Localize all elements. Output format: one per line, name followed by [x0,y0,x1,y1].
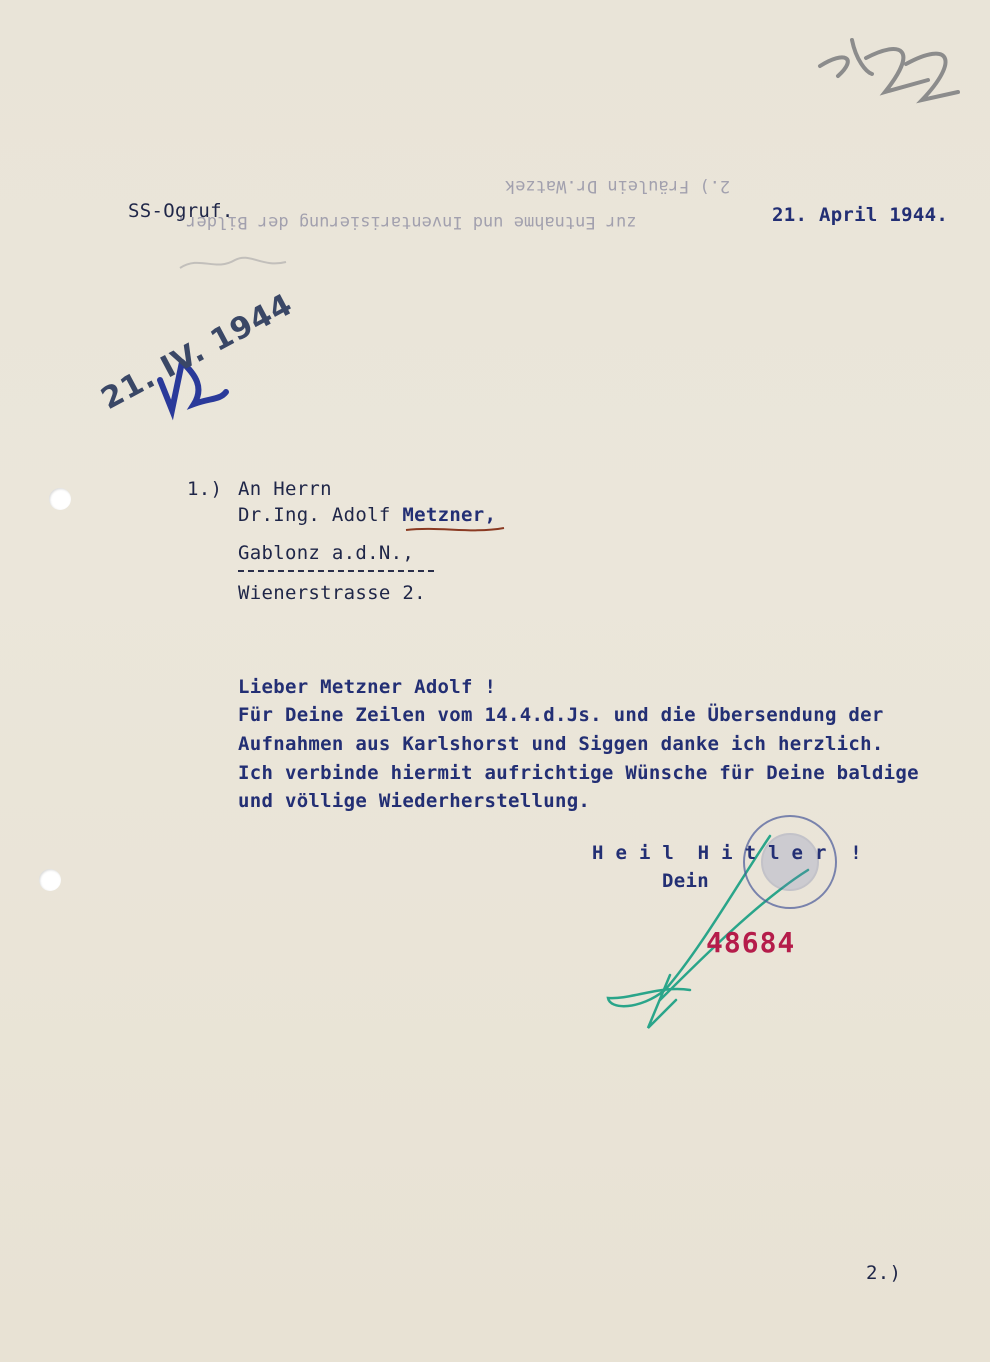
handwritten-folio-mark [820,40,958,100]
reverse-note-line1: 2.) Fräulein Dr.Watzek [505,176,731,196]
scan-edge-bottom [0,1362,1000,1368]
address-city: Gablonz a.d.N., [238,542,415,564]
address-surname: Metzner, [402,504,497,526]
address-salutation: An Herrn [238,478,332,500]
body-line-1: Für Deine Zeilen vom 14.4.d.Js. und die Übersendung der [238,704,884,726]
closing-salute: H e i l H i t l e r ! [592,842,862,864]
registry-number-stamp: 48684 [706,926,796,959]
reverse-note-line2: zur Entnahme und Inventarisierung der Bilder. [176,212,637,232]
address-name-line [238,504,496,526]
address-street: Wienerstrasse 2. [238,582,426,604]
closing-sign: Dein [662,870,709,892]
punch-hole-upper [49,488,71,510]
letter-date: 21. April 1944. [772,204,949,226]
received-date-stamp: 21. IV. 1944 [95,286,299,417]
pencil-scribble [180,258,286,268]
letter-greeting: Lieber Metzner Adolf ! [238,676,497,698]
name-underline [406,528,504,530]
address-number: 1.) [187,478,223,500]
body-line-4: und völlige Wiederherstellung. [238,790,591,812]
body-line-2: Aufnahmen aus Karlshorst und Siggen danke ich herzlich. [238,733,884,755]
address-name-prefix: Dr.Ing. Adolf [238,504,403,526]
body-line-3: Ich verbinde hiermit aufrichtige Wünsche für Deine baldige [238,762,919,784]
page-continuation: 2.) [866,1262,902,1284]
punch-hole-lower [39,869,61,891]
address-rule [238,570,434,572]
office-abbreviation: SS-Ogruf. [128,200,234,222]
scan-edge-right [990,0,1000,1368]
